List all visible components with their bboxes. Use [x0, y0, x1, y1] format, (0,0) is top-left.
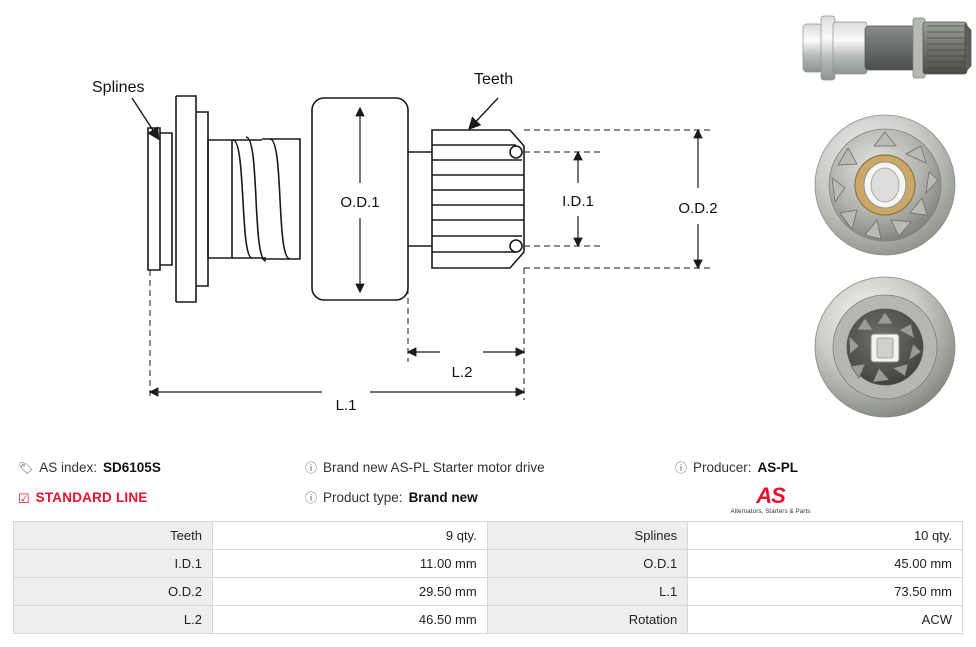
spec-value: 45.00 mm [688, 550, 963, 578]
dim-l2: L.2 [451, 364, 473, 381]
spec-value: 10 qty. [688, 522, 963, 550]
tag-icon: 🏷 [18, 461, 34, 475]
label-teeth: Teeth [474, 71, 514, 88]
as-index-label: AS index: [39, 460, 98, 475]
as-pl-logo [723, 485, 818, 515]
product-photos [795, 0, 976, 440]
table-row [14, 550, 963, 578]
product-type-value: Brand new [408, 490, 478, 505]
producer-row [675, 460, 798, 476]
spec-key: L.1 [487, 578, 687, 606]
producer-label: Producer: [693, 460, 752, 475]
table-row [14, 606, 963, 634]
spec-key: O.D.1 [487, 550, 687, 578]
standard-line-label: STANDARD LINE [35, 490, 148, 505]
spec-value: ACW [688, 606, 963, 634]
producer-value: AS-PL [757, 460, 799, 475]
info-icon: ⓘ [675, 461, 688, 475]
brand-new-text: Brand new AS-PL Starter motor drive [323, 460, 545, 475]
as-index-value: SD6105S [103, 460, 161, 475]
label-splines: Splines [92, 79, 145, 96]
standard-line-row [18, 490, 148, 506]
as-index-row [18, 460, 161, 476]
spec-key: Splines [487, 522, 687, 550]
product-type-label: Product type: [323, 490, 403, 505]
product-photo-spline-end [795, 272, 976, 422]
spec-value: 73.50 mm [688, 578, 963, 606]
as-pl-logo-text: AS [756, 483, 785, 508]
spec-key: O.D.2 [14, 578, 213, 606]
product-type-row [305, 490, 478, 506]
product-info [0, 452, 976, 514]
dim-id1: I.D.1 [562, 193, 594, 210]
spec-key: L.2 [14, 606, 213, 634]
spec-key: Rotation [487, 606, 687, 634]
dim-od2: O.D.2 [678, 200, 718, 217]
spec-value: 11.00 mm [212, 550, 487, 578]
brand-new-row [305, 460, 545, 476]
check-icon: ☑ [18, 490, 30, 506]
info-icon: ⓘ [305, 461, 318, 475]
specifications-table [13, 521, 963, 634]
product-photo-side [795, 2, 976, 102]
spec-key: I.D.1 [14, 550, 213, 578]
spec-key: Teeth [14, 522, 213, 550]
as-pl-logo-subtext: Alternators, Starters & Parts [730, 508, 811, 515]
spec-value: 9 qty. [212, 522, 487, 550]
table-row [14, 522, 963, 550]
info-icon: ⓘ [305, 491, 318, 505]
dim-l1: L.1 [335, 397, 357, 414]
spec-value: 46.50 mm [212, 606, 487, 634]
table-row [14, 578, 963, 606]
dim-od1: O.D.1 [340, 194, 380, 211]
spec-value: 29.50 mm [212, 578, 487, 606]
product-photo-pinion-end [795, 110, 976, 260]
